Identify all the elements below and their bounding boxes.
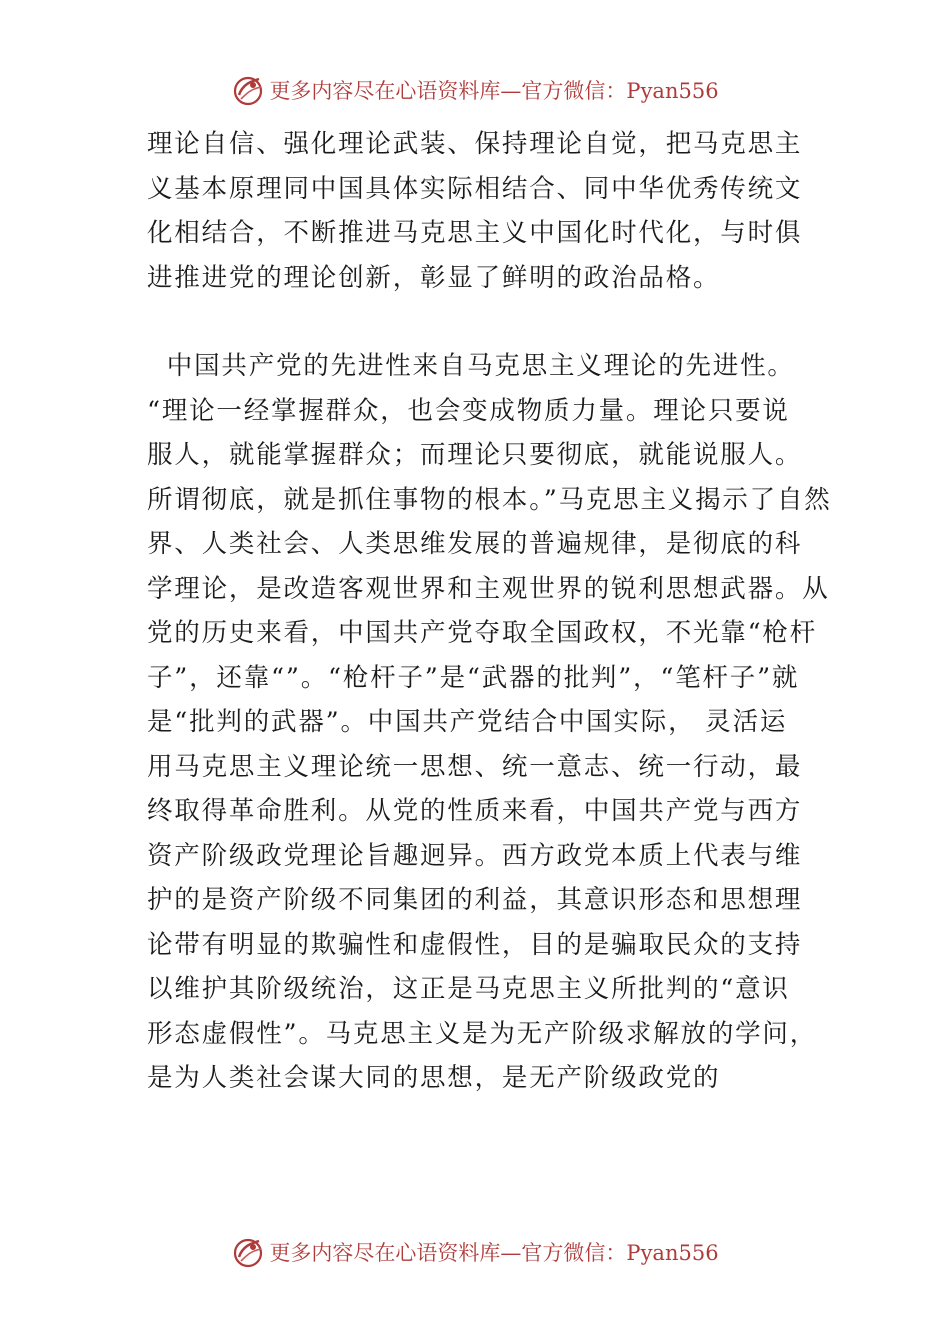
text-line: 终取得革命胜利。从党的性质来看，中国共产党与西方: [147, 796, 803, 826]
text-line: 子”，还靠“”。“枪杆子”是“武器的批判”，“笔杆子”就: [147, 662, 800, 693]
text-line: 党的历史来看，中国共产党夺取全国政权，不光靠“枪杆: [147, 618, 818, 648]
text-line: 义基本原理同中国具体实际相结合、同中华优秀传统文: [147, 173, 803, 204]
text-line: 进推进党的理论创新，彰显了鲜明的政治品格。: [147, 262, 721, 293]
text-line: “理论一经掌握群众，也会变成物质力量。理论只要说: [147, 395, 790, 426]
text-line: 用马克思主义理论统一思想、统一意志、统一行动，最: [147, 751, 803, 782]
header-banner-text: 更多内容尽在心语资料库—官方微信：Pyan556: [269, 79, 719, 103]
text-line: 中国共产党的先进性来自马克思主义理论的先进性。: [147, 351, 795, 381]
logo-icon: [231, 73, 265, 107]
logo-icon: [231, 1235, 265, 1269]
text-line: 护的是资产阶级不同集团的利益，其意识形态和思想理: [147, 885, 803, 915]
footer-banner-text: 更多内容尽在心语资料库—官方微信：Pyan556: [269, 1241, 719, 1265]
text-line: 以维护其阶级统治，这正是马克思主义所批判的“意识: [147, 974, 790, 1004]
paragraph-2: [147, 344, 832, 1101]
text-line: 界、人类社会、人类思维发展的普遍规律，是彻底的科: [147, 529, 803, 559]
text-line: 形态虚假性”。马克思主义是为无产阶级求解放的学问，: [147, 1018, 818, 1049]
text-line: 学理论，是改造客观世界和主观世界的锐利思想武器。从: [147, 573, 830, 604]
text-line: 理论自信、强化理论武装、保持理论自觉，把马克思主: [147, 129, 803, 159]
text-line: 化相结合，不断推进马克思主义中国化时代化，与时俱: [147, 218, 803, 248]
text-line: 是为人类社会谋大同的思想，是无产阶级政党的: [147, 1063, 721, 1093]
text-line: 资产阶级政党理论旨趣迥异。西方政党本质上代表与维: [147, 840, 803, 871]
text-line: 服人，就能掌握群众；而理论只要彻底，就能说服人。: [147, 440, 803, 470]
text-line: 所谓彻底，就是抓住事物的根本。”马克思主义揭示了自然: [147, 484, 832, 515]
footer-banner: [0, 1232, 950, 1272]
text-line: 是“批判的武器”。中国共产党结合中国实际， 灵活运: [147, 707, 788, 737]
text-line: 论带有明显的欺骗性和虚假性，目的是骗取民众的支持: [147, 929, 803, 960]
header-banner: [0, 70, 950, 110]
paragraph-gap: [147, 300, 827, 344]
paragraph-1: [147, 122, 827, 300]
document-body: [147, 122, 832, 1101]
